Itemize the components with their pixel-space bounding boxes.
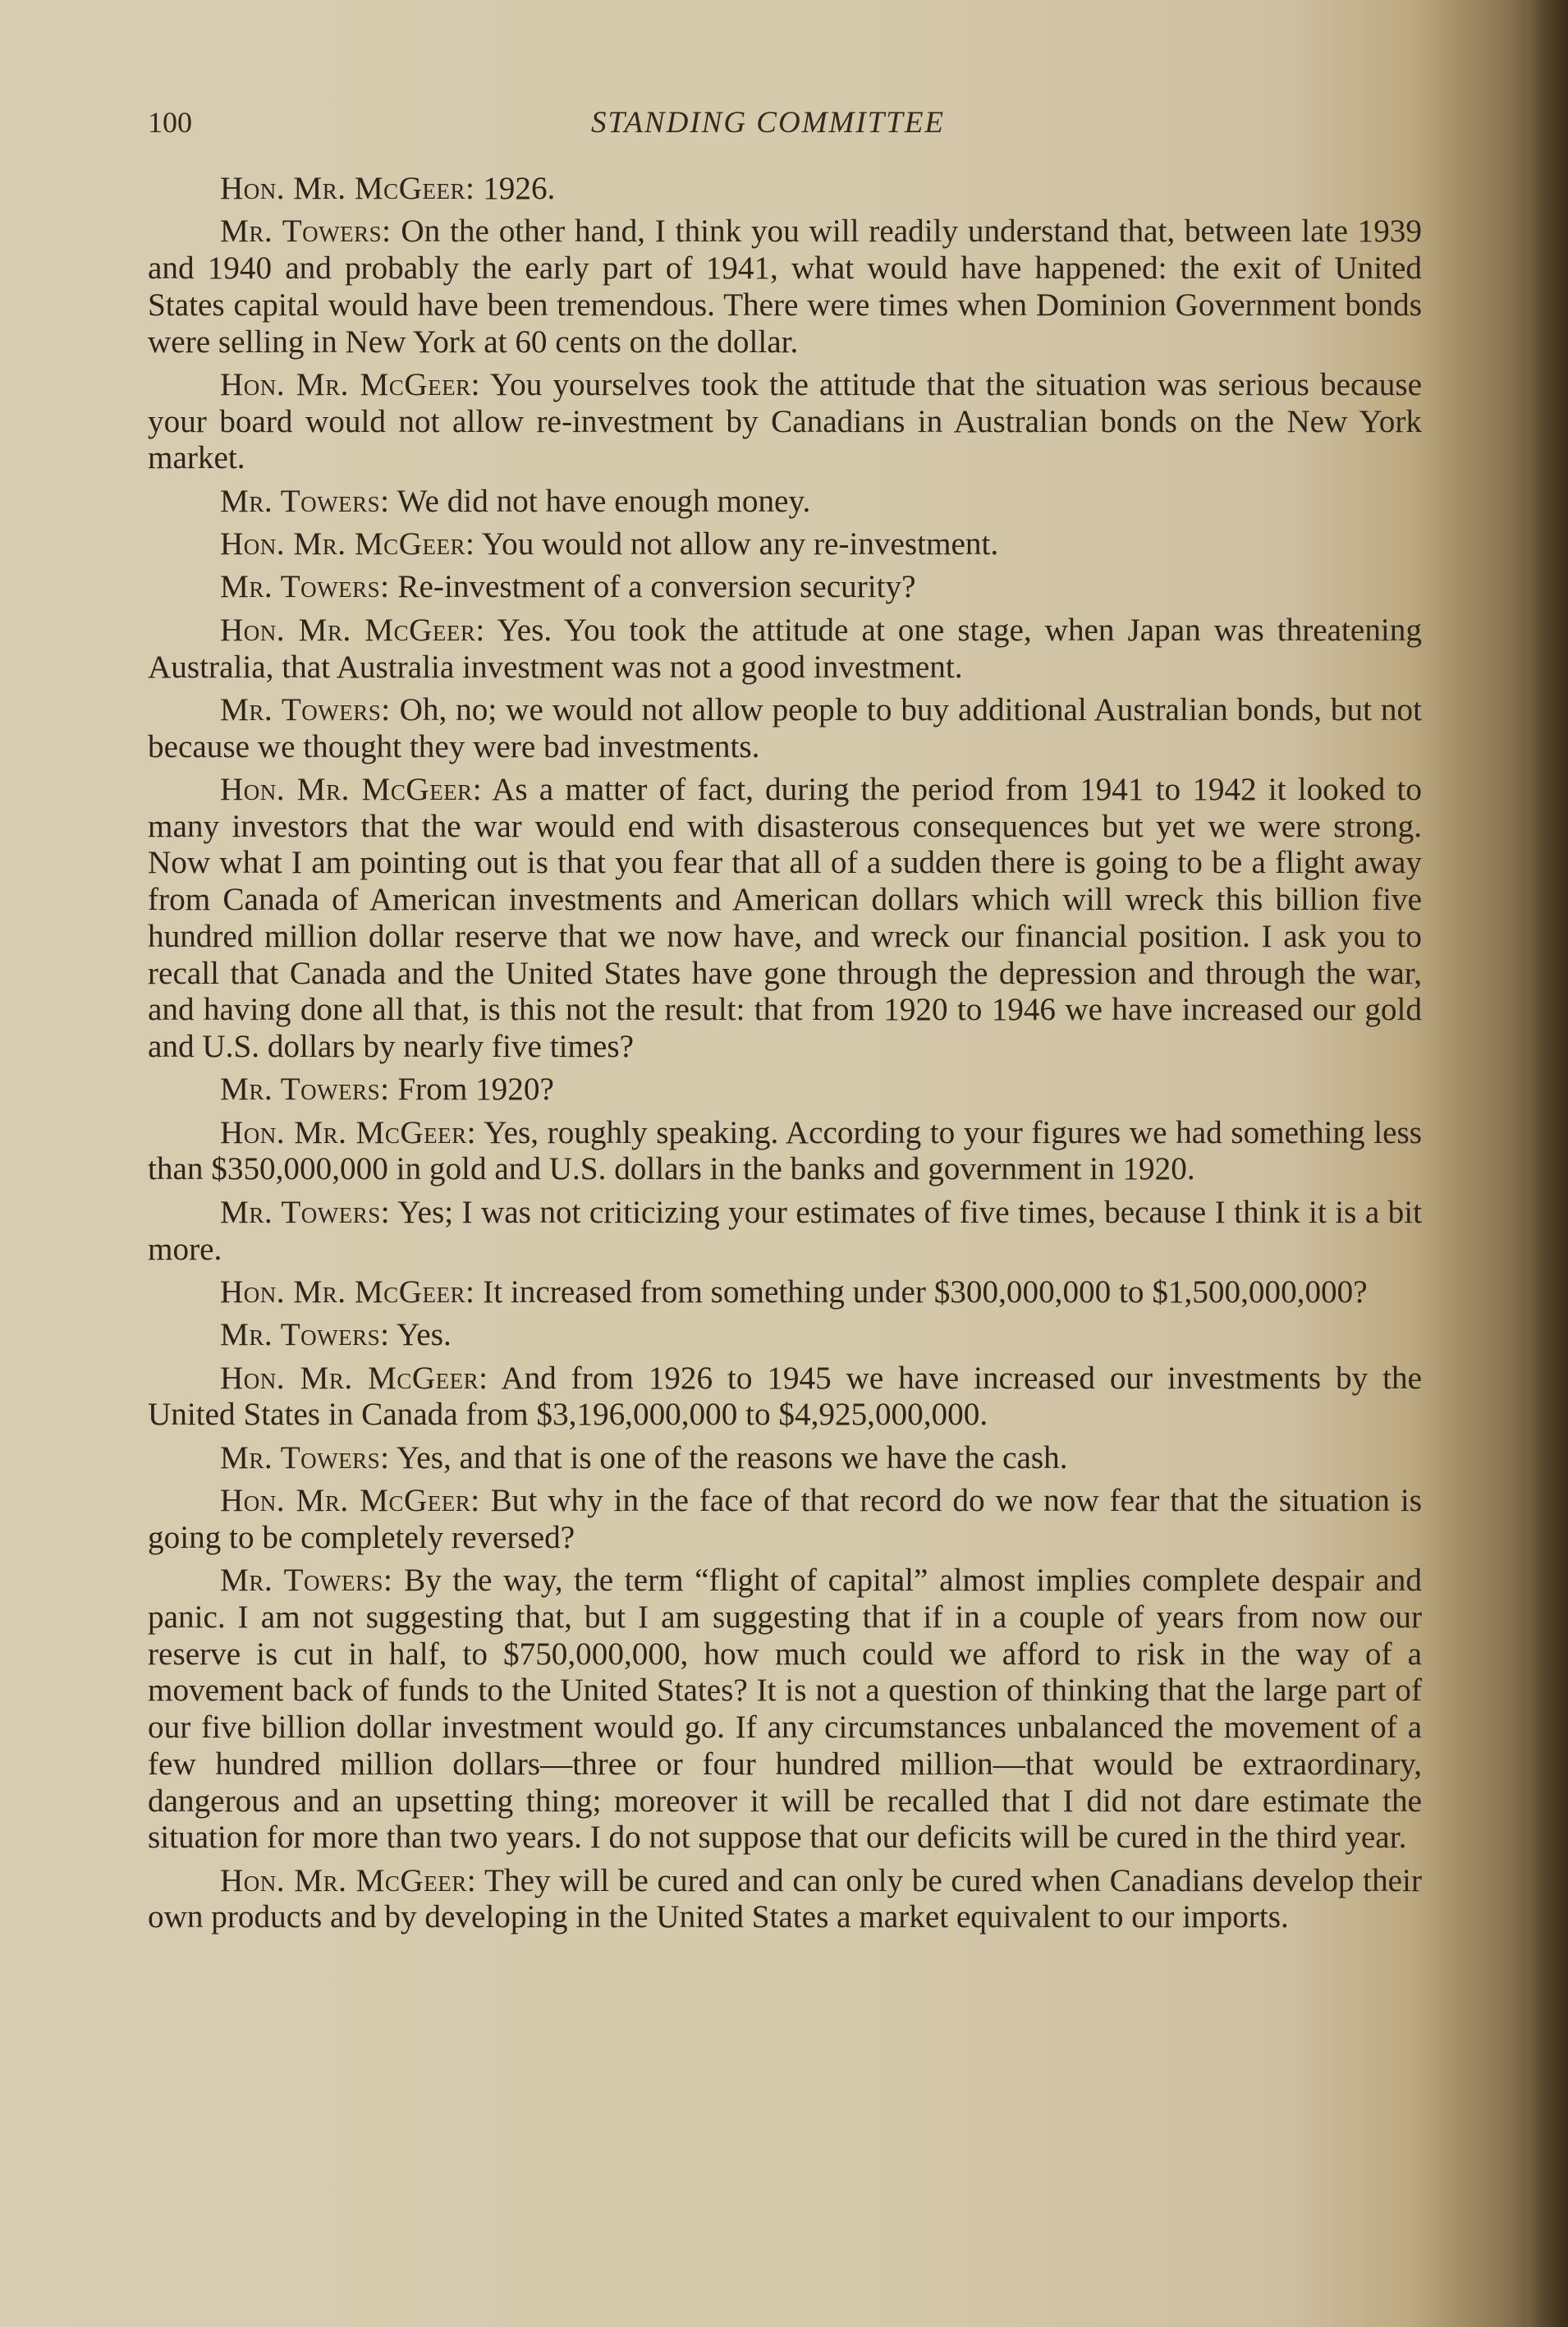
speech-text: As a matter of fact, during the period from 1941 to 1942 it looked to many investors that the war would end with disasterous consequences but yet we were strong. Now what I am pointing out is that you fear that all of a sudden there is going to be a flight away from Canada of American investments and American dollars which will wreck this billion five hundred million dollar reserve that we now have, and wreck our financial position. I ask you to recall that Canada and the United States have gone through the depression and through the war, and having done all that, is this not the result: that from 1920 to 1946 we have increased our gold and U.S. dollars by nearly five times? — [148, 772, 1422, 1064]
speech-text: You would not allow any re-investment. — [481, 526, 999, 562]
transcript-paragraph — [148, 1317, 1422, 1354]
speaker-name: Mr. Towers: — [220, 1317, 390, 1353]
speech-text: From 1920? — [397, 1072, 554, 1108]
speaker-name: Hon. Mr. McGeer: — [220, 1483, 480, 1519]
transcript-paragraph — [148, 1072, 1422, 1108]
speaker-name: Hon. Mr. McGeer: — [220, 1862, 477, 1898]
speaker-name: Mr. Towers: — [220, 1439, 390, 1476]
transcript-paragraph — [148, 1274, 1422, 1311]
speaker-name: Hon. Mr. McGeer: — [220, 366, 481, 402]
transcript-paragraph — [148, 772, 1422, 1066]
book-binding-shadow — [1530, 0, 1568, 2327]
running-title: STANDING COMMITTEE — [591, 106, 946, 140]
speech-text: But why in the face of that record do we now fear that the situation is going to be completely reversed? — [148, 1483, 1422, 1555]
transcript-paragraph — [148, 569, 1422, 606]
speech-text: Yes. You took the attitude at one stage, when Japan was threatening Australia, that Australia investment was not a good investment. — [148, 612, 1422, 685]
speaker-name: Mr. Towers: — [220, 569, 390, 605]
transcript-paragraph — [148, 213, 1422, 360]
page-edge-shadow — [1519, 0, 1525, 2327]
transcript-paragraph — [148, 526, 1422, 563]
speech-text: Oh, no; we would not allow people to buy additional Australian bonds, but not because we thought they were bad investments. — [148, 691, 1422, 764]
speech-text: We did not have enough money. — [397, 483, 811, 519]
speech-text: On the other hand, I think you will readily understand that, between late 1939 and 1940 and probably the early part of 1941, what would have happened: the exit of United States capital would have been tremendous. There were times when Dominion Government bonds were selling in New York at 60 cents on the dollar. — [148, 213, 1422, 360]
transcript-paragraph — [148, 1440, 1422, 1477]
page-header — [148, 105, 1428, 146]
transcript-paragraph — [148, 1115, 1422, 1188]
transcript-paragraph — [148, 1195, 1422, 1268]
speaker-name: Hon. Mr. McGeer: — [220, 612, 485, 648]
speech-text: Yes, and that is one of the reasons we have the cash. — [396, 1439, 1068, 1476]
transcript-paragraph — [148, 1863, 1422, 1936]
speech-text: It increased from something under $300,000,000 to $1,500,000,000? — [483, 1274, 1368, 1310]
speech-text: By the way, the term “flight of capital” almost implies complete despair and panic. I am not suggesting that, but I am suggesting that if in a couple of years from now our reserve is cut in half, to $750,000,000, how much could we afford to risk in the way of a movement back of funds to the United States? It is not a question of thinking that the large part of our five billion dollar investment would go. If any circumstances unbalanced the movement of a few hundred million dollars—three or four hundred million—that would be extraordinary, dangerous and an upsetting thing; moreover it will be recalled that I did not dare estimate the situation for more than two years. I do not suppose that our deficits will be cured in the third year. — [148, 1563, 1422, 1856]
transcript-paragraph — [148, 1483, 1422, 1556]
speaker-name: Hon. Mr. McGeer: — [220, 526, 475, 562]
page-number: 100 — [148, 106, 192, 139]
speaker-name: Mr. Towers: — [220, 1072, 390, 1108]
speech-text: They will be cured and can only be cured when Canadians develop their own products and by developing in the United States a market equivalent to our imports. — [148, 1862, 1422, 1935]
speech-text: Yes. — [396, 1317, 452, 1353]
speaker-name: Hon. Mr. McGeer: — [220, 772, 483, 808]
speaker-name: Hon. Mr. McGeer: — [220, 171, 475, 206]
transcript-paragraph — [148, 692, 1422, 765]
transcript-paragraph — [148, 367, 1422, 477]
transcript-body — [148, 171, 1422, 1943]
speech-text: Yes; I was not criticizing your estimates of five times, because I think it is a bit more. — [148, 1194, 1423, 1267]
speaker-name: Hon. Mr. McGeer: — [220, 1274, 475, 1310]
speaker-name: Mr. Towers: — [220, 1194, 391, 1230]
speech-text: And from 1926 to 1945 we have increased our investments by the United States in Canada from $3,196,000,000 to $4,925,000,000. — [148, 1360, 1423, 1433]
speaker-name: Mr. Towers: — [220, 213, 392, 250]
speech-text: 1926. — [483, 171, 556, 206]
transcript-paragraph — [148, 484, 1422, 521]
speaker-name: Hon. Mr. McGeer: — [220, 1114, 477, 1150]
transcript-paragraph — [148, 171, 1422, 208]
transcript-paragraph — [148, 613, 1422, 686]
speaker-name: Mr. Towers: — [220, 483, 390, 519]
speech-text: Re-investment of a conversion security? — [397, 569, 916, 605]
speaker-name: Mr. Towers: — [220, 691, 391, 727]
speaker-name: Mr. Towers: — [220, 1563, 393, 1599]
speech-text: You yourselves took the attitude that the situation was serious because your board would not allow re-investment by Canadians in Australian bonds on the New York market. — [148, 366, 1422, 476]
speech-text: Yes, roughly speaking. According to your figures we had something less than $350,000,000 in gold and U.S. dollars in the banks and government in 1920. — [148, 1114, 1423, 1187]
transcript-paragraph — [148, 1361, 1422, 1434]
speaker-name: Hon. Mr. McGeer: — [220, 1360, 488, 1396]
transcript-paragraph — [148, 1563, 1422, 1857]
